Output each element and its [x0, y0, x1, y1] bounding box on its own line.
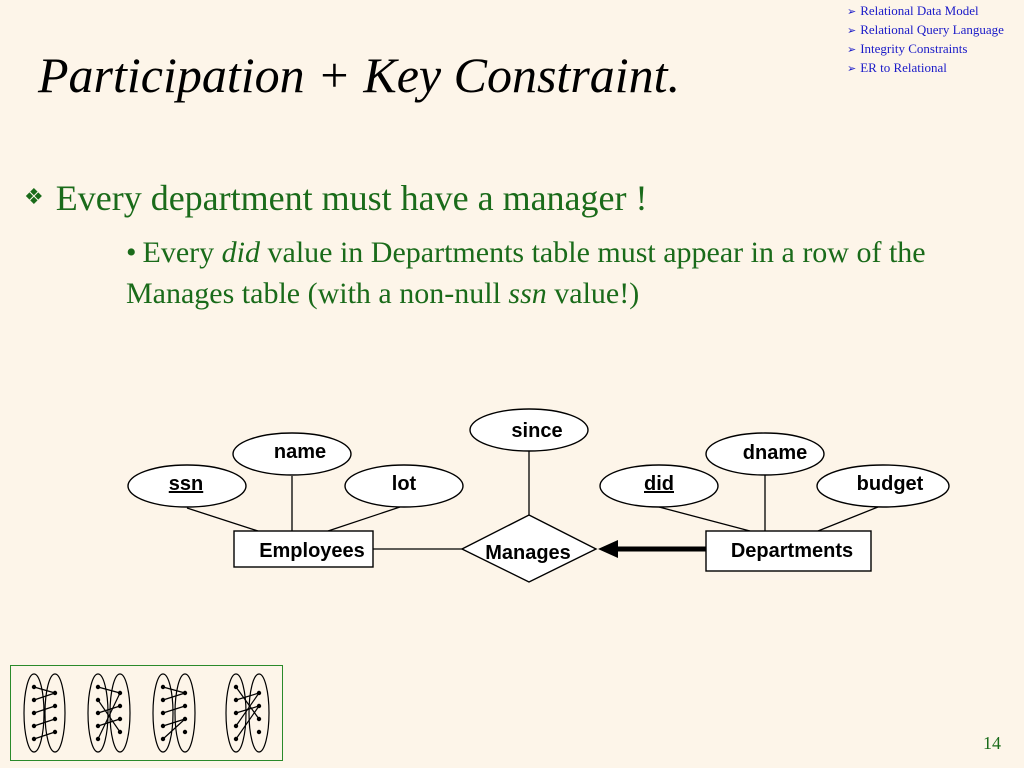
- four-diamond-bullet-icon: ❖: [24, 184, 44, 209]
- attr-ssn-label: ssn: [168, 473, 204, 495]
- page-number: 14: [983, 733, 1001, 753]
- sub-bullet-text-3: value!): [546, 277, 640, 310]
- attr-lot-label: lot: [391, 473, 417, 495]
- arrow-right-icon: ➢: [847, 63, 857, 75]
- relationship-manages-label: Manages: [485, 542, 571, 564]
- key-constraint-arrowhead: [598, 540, 618, 558]
- mapping-cardinality-illustration: [10, 665, 283, 761]
- mapping-cardinality-svg: [11, 666, 282, 760]
- entity-departments-label: Departments: [730, 540, 854, 562]
- sub-bullet-text-1: Every: [142, 236, 222, 269]
- main-bullet-text: Every department must have a manager !: [55, 178, 648, 218]
- sub-bullet-text-2: value in Departments table must appear in a row of the Manages table (with a non-null: [126, 236, 926, 310]
- nav-item-label: Relational Query Language: [860, 22, 1004, 37]
- sub-bullet-did: did: [221, 236, 260, 269]
- bullet-dot-icon: •: [126, 236, 137, 269]
- budget-connector: [818, 507, 878, 531]
- set-ellipse: [175, 674, 195, 752]
- attr-dname-label: dname: [742, 442, 808, 464]
- slide-title: Participation + Key Constraint.: [38, 47, 681, 103]
- set-ellipse: [110, 674, 130, 752]
- nav-item-label: Integrity Constraints: [860, 41, 968, 56]
- set-ellipse: [249, 674, 269, 752]
- attr-budget-label: budget: [856, 473, 924, 495]
- set-ellipse: [45, 674, 65, 752]
- ssn-connector: [187, 508, 258, 531]
- attr-did-label: did: [644, 473, 674, 495]
- nav-item-label: Relational Data Model: [860, 3, 979, 18]
- arrow-right-icon: ➢: [847, 44, 857, 56]
- entity-employees-label: Employees: [259, 540, 365, 562]
- attr-since-label: since: [511, 420, 563, 442]
- did-connector: [659, 507, 750, 531]
- sub-bullet-ssn: ssn: [508, 277, 547, 310]
- arrow-right-icon: ➢: [847, 25, 857, 37]
- lot-connector: [328, 507, 400, 531]
- nav-item-label: ER to Relational: [860, 60, 947, 75]
- arrow-right-icon: ➢: [847, 6, 857, 18]
- attr-name-label: name: [273, 441, 327, 463]
